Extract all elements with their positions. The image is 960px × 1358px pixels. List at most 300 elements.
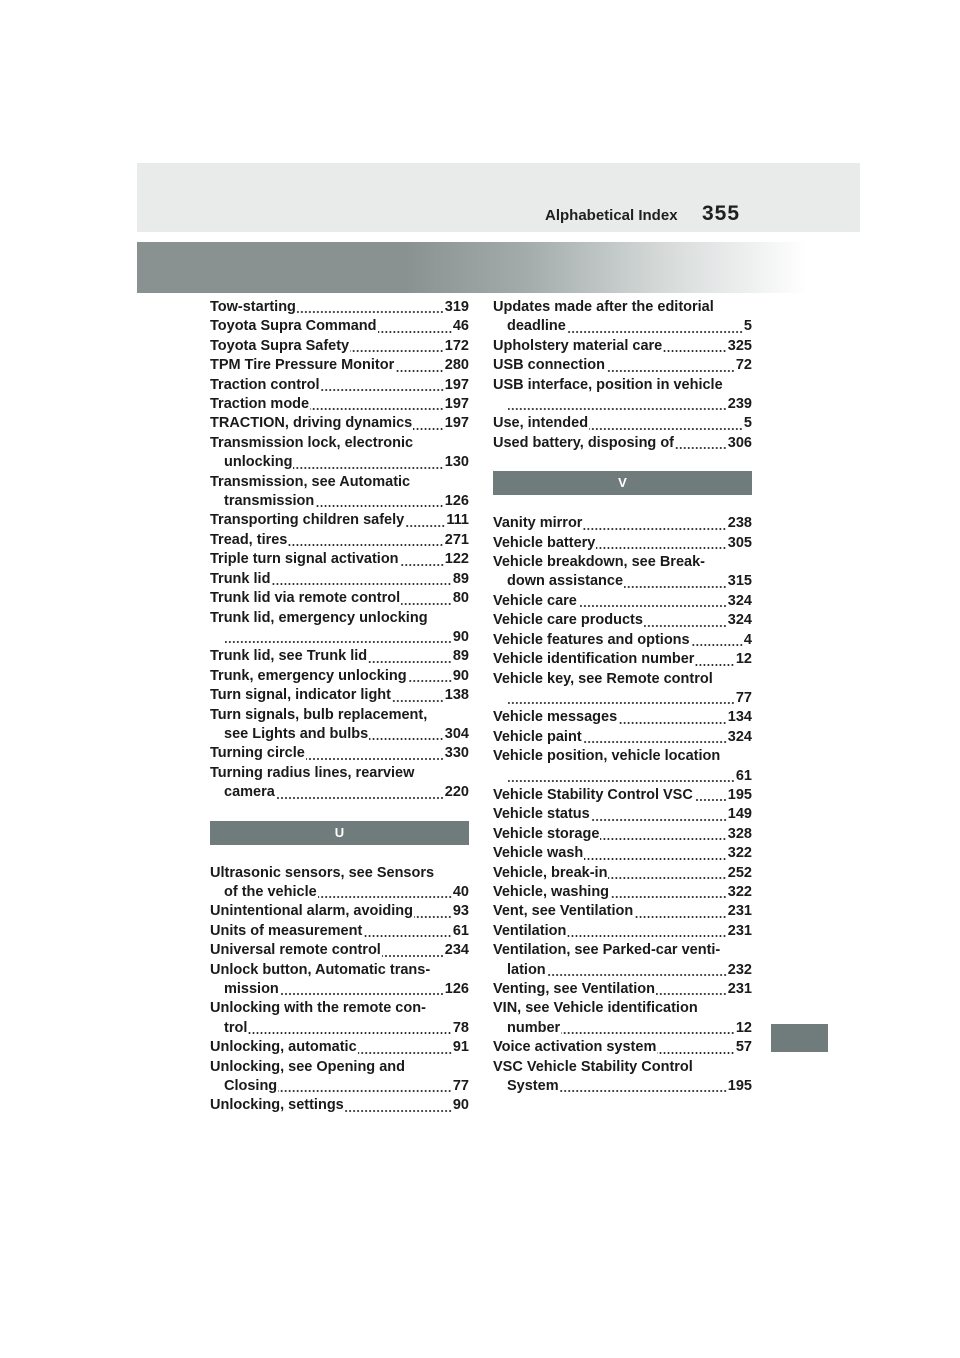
index-entry	[493, 611, 752, 630]
index-entry-line	[493, 514, 752, 533]
index-entry-text: Vehicle features and options	[493, 631, 690, 648]
index-entry	[210, 667, 469, 686]
index-entry-line	[210, 1096, 469, 1115]
index-page-ref: 328	[727, 825, 752, 842]
dot-leader	[318, 895, 452, 899]
index-entry-line	[493, 434, 752, 453]
dot-leader	[583, 527, 726, 531]
section-letter-band: U	[210, 821, 469, 845]
index-entry-text: Vehicle, break-in	[493, 864, 608, 881]
index-entry	[493, 980, 752, 999]
index-entry-line	[210, 667, 469, 686]
index-entry-text: Tow-starting	[210, 299, 296, 315]
index-entry	[493, 864, 752, 883]
index-entry-text: Vehicle care products	[493, 612, 643, 629]
index-page-ref: 324	[727, 728, 752, 745]
index-entry-text: Turn signals, bulb replacement,	[210, 706, 428, 723]
index-entry-text: Voice activation system	[493, 1039, 657, 1056]
index-entry-line	[210, 453, 469, 472]
index-entry-line	[493, 786, 752, 805]
dot-leader	[408, 679, 452, 683]
index-entry-text: transmission	[224, 493, 315, 510]
index-entry-line	[493, 980, 752, 999]
index-entry-line	[210, 941, 469, 960]
dot-leader	[606, 369, 735, 373]
index-page-ref: 72	[735, 357, 752, 374]
index-page-ref: 252	[727, 864, 752, 881]
index-page-ref: 134	[727, 709, 752, 726]
index-entry-line	[493, 1077, 752, 1096]
index-entry	[210, 647, 469, 666]
index-entry	[210, 317, 469, 336]
index-entry-text: Turning radius lines, rearview	[210, 764, 415, 781]
index-entry-line	[493, 864, 752, 883]
index-page-ref: 304	[444, 725, 469, 742]
index-page-ref: 80	[452, 590, 469, 607]
index-entry-text: Vehicle storage	[493, 825, 600, 842]
dot-leader	[363, 934, 452, 938]
entries-group	[493, 298, 752, 453]
index-entry	[210, 1058, 469, 1097]
index-entry-text: VIN, see Vehicle identification	[493, 1000, 698, 1017]
index-page-ref: 232	[727, 961, 752, 978]
dot-leader	[591, 818, 727, 822]
dot-leader	[369, 737, 444, 741]
dot-leader	[358, 1051, 452, 1055]
index-page-ref: 90	[452, 628, 469, 645]
dot-leader	[276, 796, 444, 800]
dot-leader	[414, 915, 452, 919]
index-entry	[210, 902, 469, 921]
index-entry-text: number	[507, 1019, 561, 1036]
page-number: 355	[702, 202, 741, 225]
index-entry-text: Vehicle battery	[493, 534, 596, 551]
index-entry-line	[210, 337, 469, 356]
index-page-ref: 90	[452, 1097, 469, 1114]
index-entry-text: Updates made after the editorial	[493, 299, 714, 315]
index-entry-line	[210, 783, 469, 802]
index-entry	[210, 1096, 469, 1115]
index-entry	[493, 592, 752, 611]
index-page-ref: 91	[452, 1039, 469, 1056]
index-page-ref: 315	[727, 573, 752, 590]
index-entry	[493, 650, 752, 669]
index-page-ref: 325	[727, 337, 752, 354]
index-entry-line	[210, 647, 469, 666]
index-entry	[493, 414, 752, 433]
index-entry	[210, 356, 469, 375]
index-page-ref: 220	[444, 784, 469, 801]
index-page-ref: 12	[735, 651, 752, 668]
index-entry-line	[210, 980, 469, 999]
entries-group	[210, 298, 469, 803]
index-page-ref: 89	[452, 570, 469, 587]
index-entry-line	[210, 570, 469, 589]
index-entry-line	[493, 572, 752, 591]
index-entry-text: Vehicle paint	[493, 728, 582, 745]
index-page-ref: 46	[452, 318, 469, 335]
index-entry	[493, 747, 752, 786]
index-entry	[210, 395, 469, 414]
page-title: Alphabetical Index	[545, 207, 678, 224]
index-entry-line	[210, 414, 469, 433]
index-entry	[493, 844, 752, 863]
index-entry-line	[493, 708, 752, 727]
dot-leader	[657, 1051, 735, 1055]
index-entry-line	[493, 961, 752, 980]
index-entry	[493, 805, 752, 824]
index-page-ref: 239	[727, 396, 752, 413]
index-entry-text: see Lights and bulbs	[224, 725, 369, 742]
section-letter-band: V	[493, 471, 752, 495]
index-entry	[493, 534, 752, 553]
index-page-ref: 57	[735, 1039, 752, 1056]
index-page-ref: 89	[452, 648, 469, 665]
dot-leader	[583, 740, 727, 744]
index-page-ref: 305	[727, 534, 752, 551]
index-entry-text: Vehicle key, see Remote control	[493, 670, 713, 687]
index-entry-line	[210, 298, 469, 317]
index-entry	[210, 570, 469, 589]
index-entry-text: TPM Tire Pressure Monitor	[210, 357, 395, 374]
index-entry	[493, 902, 752, 921]
index-entry-text: Vehicle identification number	[493, 651, 695, 668]
index-entry	[210, 941, 469, 960]
index-entry-text: Unlock button, Automatic trans-	[210, 961, 431, 978]
index-entry-text: Universal remote control	[210, 942, 381, 959]
index-page-ref: 4	[743, 631, 752, 648]
dot-leader	[694, 798, 727, 802]
dot-leader	[400, 563, 444, 567]
index-entry-line	[210, 902, 469, 921]
index-entry	[210, 531, 469, 550]
index-entry	[493, 825, 752, 844]
dot-leader	[405, 524, 445, 528]
index-entry-text: unlocking	[224, 454, 293, 471]
index-entry-line	[210, 1038, 469, 1057]
index-entry	[493, 434, 752, 453]
index-entry-text: Closing	[224, 1078, 278, 1095]
index-entry-text: Vehicle care	[493, 592, 577, 609]
index-entry-line	[210, 492, 469, 511]
dot-leader	[691, 643, 743, 647]
index-entry-text: down assistance	[507, 573, 624, 590]
index-entry-line	[493, 337, 752, 356]
index-entry-line	[210, 1019, 469, 1038]
dot-leader	[608, 876, 726, 880]
index-entry	[493, 337, 752, 356]
dot-leader	[600, 837, 726, 841]
dot-leader	[297, 310, 444, 314]
index-entry-line	[210, 317, 469, 336]
index-entry-line	[210, 725, 469, 744]
index-entry-text: Trunk lid, emergency unlocking	[210, 609, 428, 626]
index-entry-text: mission	[224, 981, 279, 997]
index-entry	[210, 550, 469, 569]
dot-leader	[248, 1031, 452, 1035]
index-page-ref: 238	[727, 515, 752, 532]
index-page-ref: 231	[727, 922, 752, 939]
index-entry-line	[493, 883, 752, 902]
dot-leader	[618, 721, 727, 725]
index-page-ref: 322	[727, 845, 752, 862]
index-entry	[493, 883, 752, 902]
dot-leader	[508, 779, 735, 783]
index-entry-line	[493, 650, 752, 669]
dot-leader	[413, 427, 444, 431]
index-page-ref: 234	[444, 942, 469, 959]
index-entry	[493, 786, 752, 805]
index-entry-line	[493, 767, 752, 786]
dot-leader	[280, 992, 444, 996]
index-entry-text: Traction mode	[210, 396, 310, 413]
index-entry-text: Used battery, disposing of	[493, 434, 675, 451]
header-band	[137, 163, 860, 232]
index-entry	[210, 764, 469, 803]
index-entry-text: deadline	[507, 318, 566, 335]
index-entry-text: Ultrasonic sensors, see Sensors	[210, 864, 435, 881]
dot-leader	[624, 585, 727, 589]
dot-leader	[695, 663, 734, 667]
index-entry-text: Unlocking, settings	[210, 1097, 344, 1114]
index-entry	[210, 706, 469, 745]
dot-leader	[310, 407, 444, 411]
index-page-ref: 271	[444, 531, 469, 548]
index-entry-text: Vehicle, washing	[493, 883, 610, 900]
index-entry	[210, 864, 469, 903]
index-entry-text: Trunk, emergency unlocking	[210, 667, 407, 684]
dot-leader	[567, 934, 726, 938]
dot-leader	[225, 640, 452, 644]
index-page-ref: 126	[444, 981, 469, 997]
index-page-ref: 319	[444, 299, 469, 315]
dot-leader	[315, 504, 444, 508]
index-entry	[493, 922, 752, 941]
dot-leader	[567, 330, 743, 334]
dot-leader	[395, 369, 444, 373]
index-entry-line	[493, 1019, 752, 1038]
index-entry-line	[493, 592, 752, 611]
index-page-ref: 130	[444, 454, 469, 471]
index-entry-text: System	[507, 1078, 559, 1095]
dot-leader	[278, 1089, 452, 1093]
dot-leader	[508, 407, 727, 411]
index-entry	[493, 999, 752, 1038]
index-entry	[210, 961, 469, 1000]
dot-leader	[401, 602, 452, 606]
dot-leader	[306, 757, 444, 761]
dot-leader	[663, 349, 727, 353]
index-entry-text: TRACTION, driving dynamics	[210, 415, 413, 432]
index-page-ref: 280	[444, 357, 469, 374]
index-entry-line	[210, 883, 469, 902]
index-entry-line	[493, 317, 752, 336]
dot-leader	[589, 427, 743, 431]
index-entry	[210, 376, 469, 395]
index-entry-line	[493, 611, 752, 630]
index-entry-line	[210, 1077, 469, 1096]
index-entry-line	[493, 902, 752, 921]
index-page-ref: 61	[452, 922, 469, 939]
index-column-right	[493, 298, 752, 1096]
index-entry-text: Toyota Supra Safety	[210, 337, 350, 354]
index-page-ref: 149	[727, 806, 752, 823]
index-entry-text: lation	[507, 961, 546, 978]
index-entry-line	[210, 744, 469, 763]
dot-leader	[382, 954, 444, 958]
index-entry-text: Transmission lock, electronic	[210, 434, 414, 451]
index-entry-text: Trunk lid via remote control	[210, 590, 401, 607]
index-entry-text: Transmission, see Automatic	[210, 473, 411, 490]
index-entry-line	[493, 805, 752, 824]
index-page-ref: 126	[444, 493, 469, 510]
index-entry	[493, 941, 752, 980]
dot-leader	[584, 857, 727, 861]
index-entry-text: Upholstery material care	[493, 337, 663, 354]
index-page-ref: 40	[452, 883, 469, 900]
index-entry-line	[210, 376, 469, 395]
index-entry-text: USB interface, position in vehicle	[493, 376, 723, 393]
index-entry	[493, 728, 752, 747]
index-entry	[210, 744, 469, 763]
index-entry	[210, 511, 469, 530]
index-entry-line	[493, 922, 752, 941]
index-entry-text: Vehicle position, vehicle location	[493, 748, 721, 765]
index-page-ref: 197	[444, 396, 469, 413]
index-entry-text: Vehicle messages	[493, 709, 618, 726]
index-entry-text: Transporting children safely	[210, 512, 405, 529]
dot-leader	[293, 466, 443, 470]
index-entry	[210, 686, 469, 705]
dot-leader	[378, 330, 452, 334]
index-entry-text: Turning circle	[210, 745, 305, 762]
index-entry-text: Unlocking with the remote con-	[210, 1000, 426, 1017]
index-entry	[210, 473, 469, 512]
index-page-ref: 322	[727, 883, 752, 900]
dot-leader	[321, 388, 444, 392]
index-entry-text: Ventilation	[493, 922, 567, 939]
index-entry	[210, 922, 469, 941]
index-page-ref: 61	[735, 767, 752, 784]
index-entry	[493, 1058, 752, 1097]
index-entry-text: Tread, tires	[210, 531, 288, 548]
index-page-ref: 138	[444, 687, 469, 704]
index-column-left	[210, 298, 469, 1116]
dot-leader	[547, 973, 727, 977]
index-page-ref: 78	[452, 1019, 469, 1036]
index-entry-line	[210, 628, 469, 647]
index-page-ref: 195	[727, 1078, 752, 1095]
entries-group	[493, 514, 752, 1096]
index-entry-line	[493, 844, 752, 863]
index-entry-text: Vehicle status	[493, 806, 590, 823]
index-entry	[210, 999, 469, 1038]
index-page-ref: 122	[444, 551, 469, 568]
index-entry	[210, 434, 469, 473]
index-entry-text: trol	[224, 1019, 248, 1036]
index-entry-text: Trunk lid, see Trunk lid	[210, 648, 368, 665]
index-entry	[493, 514, 752, 533]
index-entry	[493, 356, 752, 375]
dot-leader	[578, 604, 727, 608]
index-entry-text: VSC Vehicle Stability Control	[493, 1058, 693, 1075]
section-thumb-tab[interactable]	[771, 1024, 828, 1052]
index-entry	[493, 1038, 752, 1057]
dot-leader	[675, 446, 727, 450]
index-entry-text: Venting, see Ventilation	[493, 981, 655, 997]
index-page-ref: 5	[743, 318, 752, 335]
index-page-ref: 12	[735, 1019, 752, 1036]
index-entry-text: Vehicle wash	[493, 845, 584, 862]
index-entry	[210, 337, 469, 356]
index-page-ref: 90	[452, 667, 469, 684]
index-entry-text: Vehicle Stability Control VSC	[493, 786, 693, 803]
index-entry-text: Units of measurement	[210, 922, 363, 939]
index-page-ref: 231	[727, 903, 752, 920]
index-entry-text: Vent, see Ventilation	[493, 903, 634, 920]
index-entry-line	[210, 531, 469, 550]
entries-group	[210, 864, 469, 1116]
dot-leader	[561, 1031, 735, 1035]
index-page-ref: 330	[444, 745, 469, 762]
index-entry	[493, 708, 752, 727]
index-entry-text: Traction control	[210, 376, 320, 393]
index-entry-line	[210, 356, 469, 375]
index-entry	[493, 298, 752, 337]
index-entry-line	[493, 1038, 752, 1057]
index-entry	[210, 298, 469, 317]
index-entry-line	[493, 534, 752, 553]
dot-leader	[634, 915, 727, 919]
dot-leader	[368, 660, 452, 664]
decorative-gradient-bar	[137, 242, 807, 293]
index-entry	[210, 414, 469, 433]
index-entry	[493, 553, 752, 592]
dot-leader	[392, 699, 444, 703]
dot-leader	[288, 543, 443, 547]
index-entry	[493, 376, 752, 415]
index-entry-line	[493, 395, 752, 414]
index-entry-line	[210, 395, 469, 414]
index-entry-text: Unlocking, see Opening and	[210, 1058, 405, 1075]
index-entry-text: Vanity mirror	[493, 515, 583, 532]
index-entry-text: USB connection	[493, 357, 605, 374]
dot-leader	[656, 992, 727, 996]
index-entry-text: Unlocking, automatic	[210, 1039, 357, 1056]
index-entry-text: Triple turn signal activation	[210, 551, 399, 568]
index-entry-line	[493, 728, 752, 747]
index-entry-line	[210, 550, 469, 569]
index-entry-line	[493, 825, 752, 844]
index-page-ref: 324	[727, 592, 752, 609]
index-entry-text: Ventilation, see Parked-car venti-	[493, 942, 721, 959]
dot-leader	[508, 701, 735, 705]
index-entry	[210, 609, 469, 648]
index-entry-line	[210, 511, 469, 530]
index-page-ref: 111	[446, 512, 469, 529]
dot-leader	[560, 1089, 727, 1093]
index-entry-line	[493, 356, 752, 375]
dot-leader	[610, 895, 727, 899]
index-page-ref: 77	[735, 689, 752, 706]
index-page-ref: 197	[444, 376, 469, 393]
index-entry	[493, 631, 752, 650]
index-entry-text: Vehicle breakdown, see Break-	[493, 554, 705, 571]
dot-leader	[596, 546, 726, 550]
index-entry	[210, 1038, 469, 1057]
index-page-ref: 172	[444, 337, 469, 354]
index-page-ref: 93	[452, 903, 469, 920]
